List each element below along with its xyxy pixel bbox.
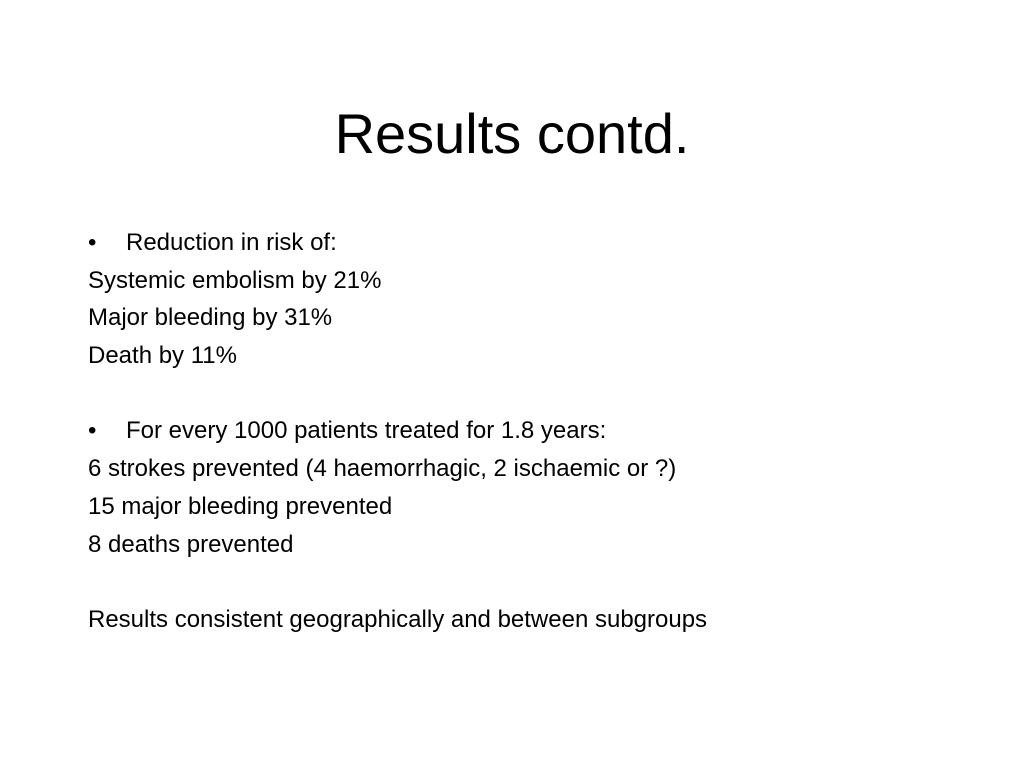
bullet-text: Reduction in risk of:	[126, 229, 337, 256]
text-line: 8 deaths prevented	[88, 530, 294, 558]
text-line: Systemic embolism by 21%	[88, 266, 382, 294]
conclusion-line: Results consistent geographically and between subgroups	[88, 605, 708, 633]
bullet-text: For every 1000 patients treated for 1.8 years:	[126, 417, 607, 445]
bullet-item-risk-reduction	[88, 224, 968, 262]
text-line: 6 strokes prevented (4 haemorrhagic, 2 ischaemic or ?)	[88, 455, 677, 483]
bullet-icon: •	[88, 229, 97, 256]
bullet-item-per-1000-patients	[88, 412, 968, 450]
bullet-icon: •	[88, 417, 97, 445]
spacer	[88, 375, 968, 413]
slide-body	[88, 224, 968, 639]
text-line: Death by 11%	[88, 342, 237, 370]
text-line: 15 major bleeding prevented	[88, 492, 393, 520]
text-line: Major bleeding by 31%	[88, 304, 333, 332]
slide-title: Results contd.	[334, 102, 690, 165]
spacer	[88, 563, 968, 601]
